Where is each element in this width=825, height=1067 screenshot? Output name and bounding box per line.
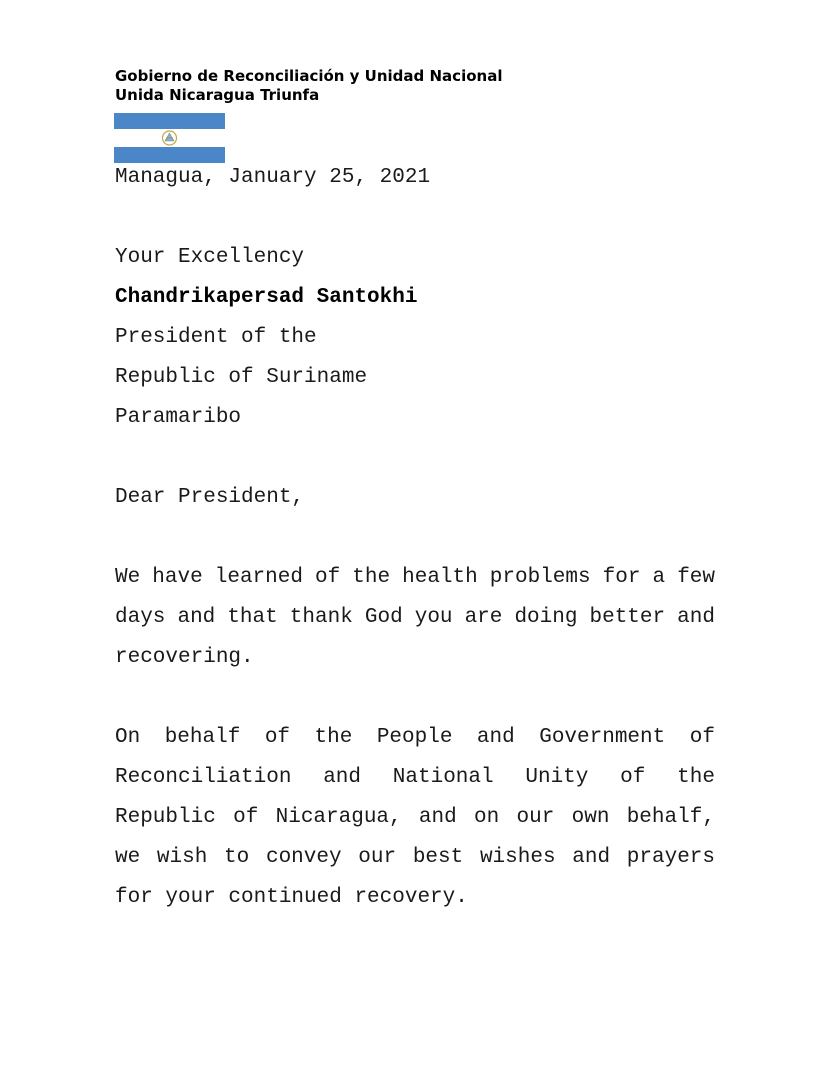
- word: doing: [514, 606, 578, 629]
- coat-of-arms-icon: [163, 131, 177, 145]
- word: and: [323, 766, 362, 789]
- paragraph-line: [115, 598, 715, 638]
- paragraph-line: for your continued recovery.: [115, 886, 468, 909]
- word: Reconciliation: [115, 766, 292, 789]
- word: problems: [489, 566, 591, 589]
- recipient-city: Paramaribo: [115, 406, 242, 429]
- word: Nicaragua,: [275, 806, 402, 829]
- word: On: [115, 726, 141, 749]
- word: the: [314, 726, 353, 749]
- word: learned: [214, 566, 303, 589]
- word: wish: [156, 846, 208, 869]
- word: to: [224, 846, 250, 869]
- word: thank: [289, 606, 353, 629]
- greeting: Dear President,: [115, 486, 305, 509]
- word: on: [474, 806, 500, 829]
- word: own: [571, 806, 610, 829]
- word: and: [677, 606, 715, 629]
- word: of: [264, 726, 291, 749]
- word: best: [412, 846, 464, 869]
- paragraph-line: recovering.: [115, 646, 254, 669]
- word: of: [689, 726, 715, 749]
- letterhead-government-name: Gobierno de Reconciliación y Unidad Nacional: [115, 67, 503, 85]
- word: have: [152, 566, 203, 589]
- word: we: [115, 846, 141, 869]
- paragraph-wishes: [115, 718, 715, 918]
- word: We: [115, 566, 141, 589]
- word: the: [352, 566, 391, 589]
- word: of: [315, 566, 341, 589]
- word: days: [115, 606, 166, 629]
- word: better: [589, 606, 666, 629]
- word: health: [402, 566, 478, 589]
- recipient-name: Chandrikapersad Santokhi: [115, 286, 418, 309]
- nicaragua-flag-icon: [114, 113, 225, 163]
- word: behalf: [164, 726, 241, 749]
- paragraph-health: [115, 558, 715, 678]
- word: Unity: [525, 766, 589, 789]
- word: our: [358, 846, 397, 869]
- letterhead-slogan: Unida Nicaragua Triunfa: [115, 86, 320, 104]
- word: and: [572, 846, 611, 869]
- word: that: [227, 606, 278, 629]
- word: National: [392, 766, 494, 789]
- word: of: [620, 766, 646, 789]
- paragraph-line: [115, 758, 715, 798]
- letter-body: [115, 158, 715, 918]
- word: are: [464, 606, 503, 629]
- paragraph-line: [115, 798, 715, 838]
- word: convey: [265, 846, 342, 869]
- word: you: [414, 606, 453, 629]
- recipient-position-line-2: Republic of Suriname: [115, 366, 368, 389]
- salutation-title: Your Excellency: [115, 246, 305, 269]
- word: Republic: [115, 806, 216, 829]
- word: of: [233, 806, 259, 829]
- word: a: [652, 566, 666, 589]
- word: prayers: [626, 846, 715, 869]
- paragraph-line: [115, 838, 715, 878]
- place-and-date: Managua, January 25, 2021: [115, 166, 431, 189]
- word: People: [376, 726, 453, 749]
- word: and: [418, 806, 457, 829]
- word: God: [364, 606, 403, 629]
- word: for: [602, 566, 641, 589]
- word: few: [677, 566, 715, 589]
- word: behalf,: [626, 806, 715, 829]
- letterhead: [115, 67, 502, 105]
- paragraph-line: [115, 558, 715, 598]
- word: and: [476, 726, 515, 749]
- word: the: [677, 766, 715, 789]
- paragraph-line: [115, 718, 715, 758]
- recipient-position-line-1: President of the: [115, 326, 317, 349]
- word: Government: [539, 726, 666, 749]
- word: and: [177, 606, 216, 629]
- word: our: [516, 806, 555, 829]
- word: wishes: [479, 846, 556, 869]
